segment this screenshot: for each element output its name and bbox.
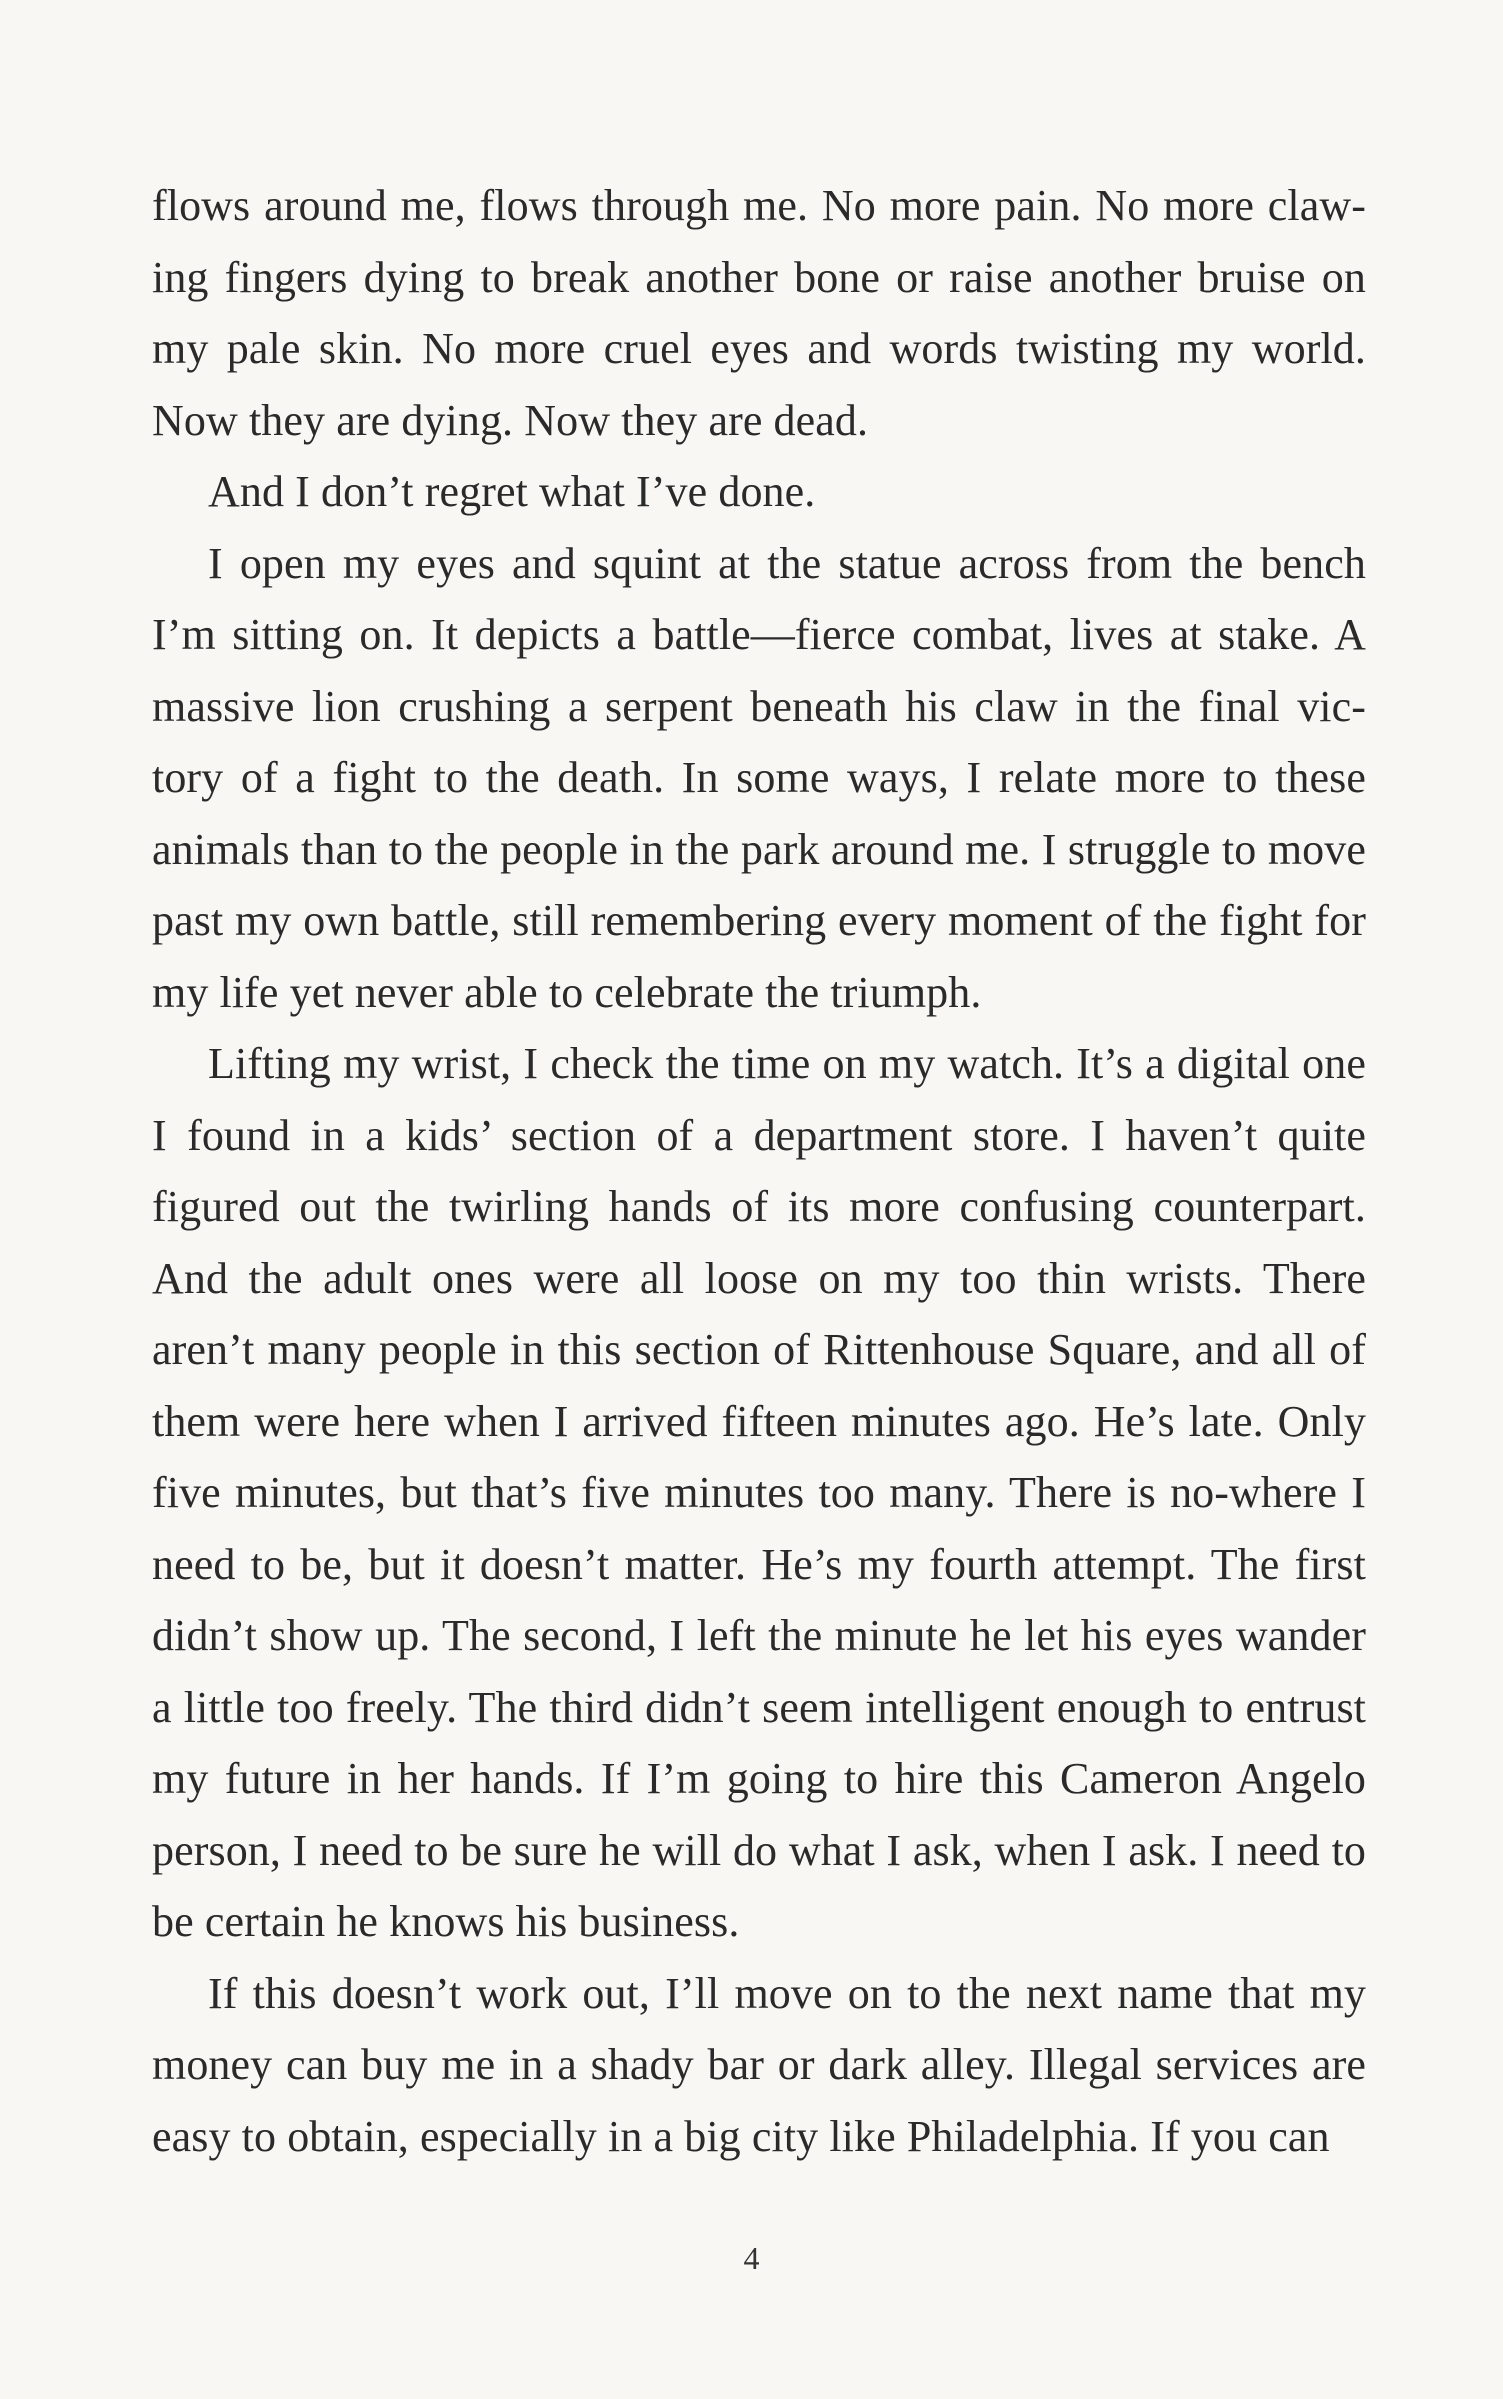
- paragraph-4: Lifting my wrist, I check the time on my watch. It’s a digital one I found in a kids’ section of a department store. I haven’t quite figured out the twirling hands of its more confusing counterpart. And the adult ones were all loose on my too thin wrists. There aren’t many people in this section of Rittenhouse Square, and all of them were here when I arrived fifteen minutes ago. He’s late. Only five minutes, but that’s five minutes too many. There is no-where I need to be, but it doesn’t matter. He’s my fourth attempt. The first didn’t show up. The second, I left the minute he let his eyes wander a little too freely. The third didn’t seem intelligent enough to entrust my future in her hands. If I’m going to hire this Cameron Angelo person, I need to be sure he will do what I ask, when I ask. I need to be certain he knows his business.: [152, 1039, 1366, 1946]
- paragraph-5: If this doesn’t work out, I’ll move on to the next name that my money can buy me in a shady bar or dark alley. Illegal services are easy to obtain, especially in a big city like Philadelphia. If you can: [152, 1968, 1366, 2161]
- paragraph-1: flows around me, flows through me. No more pain. No more claw-ing fingers dying to break another bone or raise another bruise on my pale skin. No more cruel eyes and words twisting my world. Now they are dying. Now they are dead.: [152, 181, 1366, 445]
- body-text: [152, 170, 1366, 2172]
- paragraph-3: I open my eyes and squint at the statue across from the bench I’m sitting on. It depicts a battle—fierce combat, lives at stake. A massive lion crushing a serpent beneath his claw in the final vic-tory of a fight to the death. In some ways, I relate more to these animals than to the people in the park around me. I struggle to move past my own battle, still remembering every moment of the fight for my life yet never able to celebrate the triumph.: [152, 538, 1366, 1017]
- paragraph-2: And I don’t regret what I’ve done.: [208, 467, 816, 516]
- page-number: 4: [743, 2240, 760, 2276]
